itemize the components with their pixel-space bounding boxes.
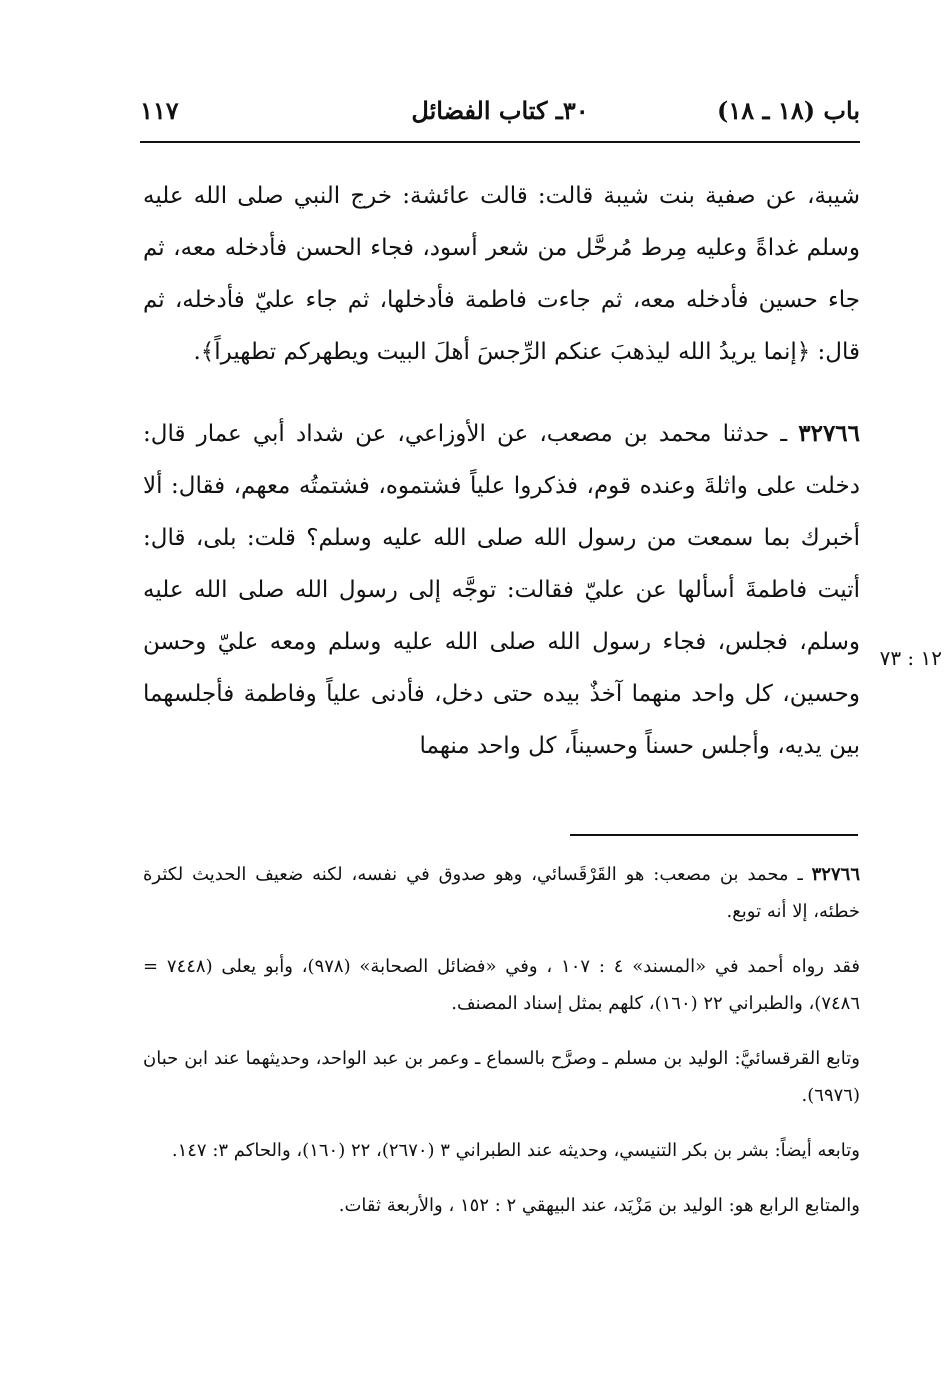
book-title: ٣٠ـ كتاب الفضائل — [411, 96, 589, 125]
page-number: ١١٧ — [140, 96, 179, 125]
footnotes — [143, 856, 860, 1242]
footnote-text: ـ محمد بن مصعب: هو القَرْقَسائي، وهو صدوق في نفسه، لكنه ضعيف الحديث لكثرة خطئه، إلا أنه توبع. — [143, 864, 860, 922]
hadith-32766 — [143, 408, 860, 772]
footnote-3: وتابع القرقسائيَّ: الوليد بن مسلم ـ وصرَّح بالسماع ـ وعمر بن عبد الواحد، وحديثهما عند ابن حبان (٦٩٧٦). — [143, 1048, 860, 1106]
footnote-5: والمتابع الرابع هو: الوليد بن مَزْيَد، عند البيهقي ٢ : ١٥٢ ، والأربعة ثقات. — [338, 1195, 860, 1216]
main-text — [143, 170, 860, 772]
page-header — [140, 92, 860, 136]
footnote-2: فقد رواه أحمد في «المسند» ٤ : ١٠٧ ، وفي «فضائل الصحابة» (٩٧٨)، وأبو يعلى (٧٤٤٨ = ٧٤٨٦)، والطبراني ٢٢ (١٦٠)، كلهم بمثل إسناد المصنف. — [143, 956, 860, 1014]
footnote-number: ٣٢٧٦٦ — [811, 864, 860, 885]
footnote-1 — [143, 856, 860, 930]
footnote-4: وتابعه أيضاً: بشر بن بكر التنيسي، وحديثه عند الطبراني ٣ (٢٦٧٠)، ٢٢ (١٦٠)، والحاكم ٣: ١٤٧. — [171, 1140, 860, 1161]
hadith-number: ٣٢٧٦٦ — [798, 420, 861, 447]
hadith-continuation: شيبة، عن صفية بنت شيبة قالت: قالت عائشة: خرج النبي صلى الله عليه وسلم غداةً وعليه مِرط مُرحَّل من شعر أسود، فجاء الحسن فأدخله معه، ثم جاء حسين فأدخله معه، ثم جاءت فاطمة فأدخلها، ثم جاء عليّ فأدخله، ثم قال: ﴿إنما يريدُ الله ليذهبَ عنكم الرِّجسَ أهلَ البيت ويطهركم تطهيراً﴾. — [143, 183, 860, 365]
footnote-divider — [570, 834, 858, 836]
margin-reference: ١٢ : ٧٣ — [879, 646, 942, 670]
header-divider — [140, 141, 860, 143]
chapter-reference: باب (١٨ ـ ١٨) — [717, 96, 860, 125]
hadith-text: ـ حدثنا محمد بن مصعب، عن الأوزاعي، عن شداد أبي عمار قال: دخلت على واثلةَ وعنده قوم، فذكروا علياً فشتموه، فشتمتُه معهم، فقال: ألا أخبرك بما سمعت من رسول الله صلى الله عليه وسلم؟ قلت: بلى، قال: أتيت فاطمةَ أسألها عن عليّ فقالت: توجَّه إلى رسول الله صلى الله عليه وسلم، فجلس، فجاء رسول الله صلى الله عليه وسلم ومعه عليّ وحسن وحسين، كل واحد منهما آخذٌ بيده حتى دخل، فأدنى علياً وفاطمة فأجلسهما بين يديه، وأجلس حسناً وحسيناً، كل واحد منهما — [143, 421, 860, 759]
